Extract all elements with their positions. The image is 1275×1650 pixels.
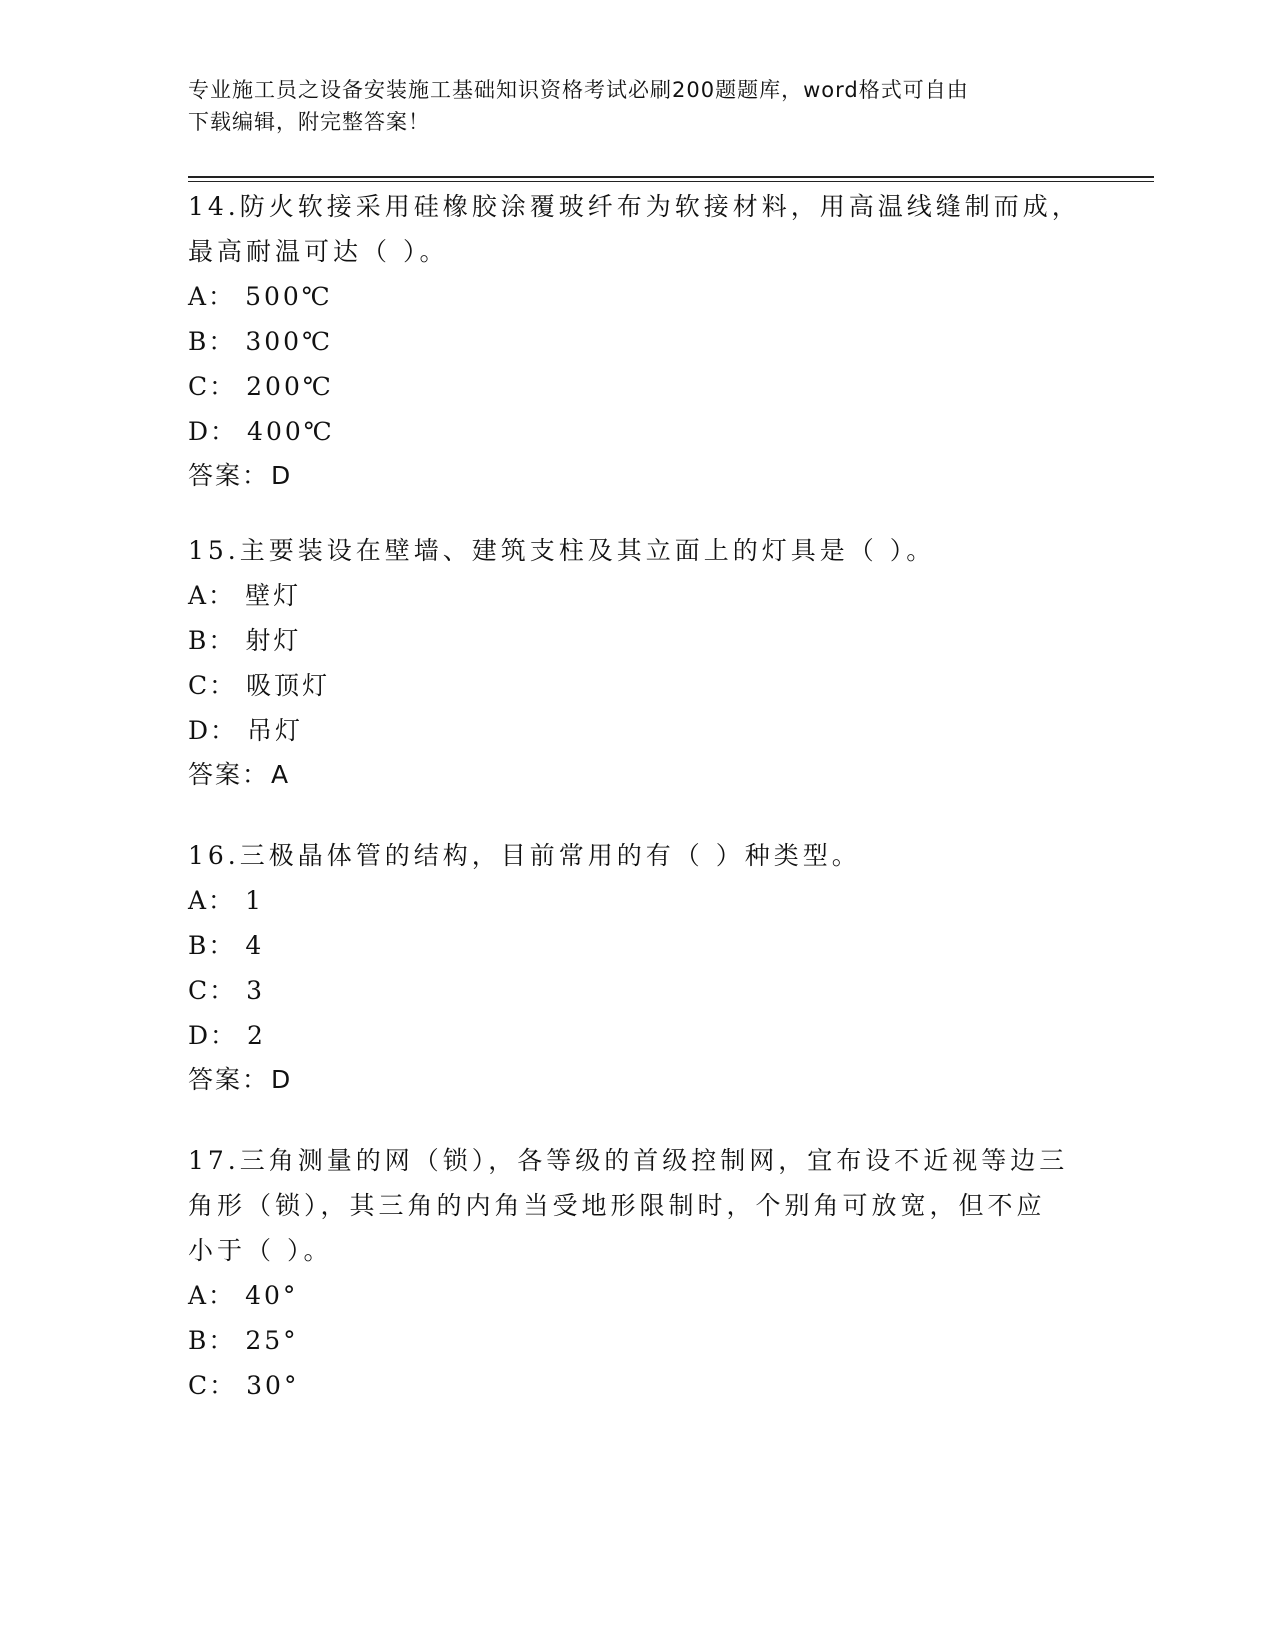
document-header (188, 74, 1068, 138)
option-label: A： (188, 282, 236, 311)
answer-line (188, 454, 1088, 498)
option-label: D： (188, 716, 238, 745)
option-label: C： (188, 1371, 237, 1400)
option-text: 壁灯 (245, 581, 302, 610)
answer-label: 答案： (188, 461, 270, 490)
answer-value: D (271, 461, 291, 490)
option-text: 3 (246, 976, 266, 1005)
question-stem-line: 14.防火软接采用硅橡胶涂覆玻纤布为软接材料，用高温线缝制而成， (188, 192, 1081, 221)
option-label: B： (188, 327, 236, 356)
question-16 (188, 833, 1088, 1102)
option-c (188, 663, 1088, 708)
option-text: 4 (245, 931, 265, 960)
option-d (188, 409, 1088, 454)
option-text: 射灯 (245, 626, 302, 655)
option-b (188, 319, 1088, 364)
option-text: 25° (245, 1326, 299, 1355)
option-label: D： (188, 1021, 238, 1050)
answer-label: 答案： (188, 1065, 270, 1094)
answer-value: D (271, 1065, 291, 1094)
header-line-1: 专业施工员之设备安装施工基础知识资格考试必刷200题题库，word格式可自由 (188, 78, 969, 102)
option-text: 40° (245, 1281, 299, 1310)
option-text: 30° (246, 1371, 300, 1400)
option-label: A： (188, 581, 236, 610)
header-divider-thick (188, 176, 1154, 178)
option-text: 500℃ (245, 282, 333, 311)
option-text: 200℃ (246, 372, 334, 401)
option-b (188, 923, 1088, 968)
question-stem-line: 角形（锁），其三角的内角当受地形限制时，个别角可放宽，但不应 (188, 1191, 1046, 1220)
option-label: C： (188, 372, 237, 401)
option-a (188, 274, 1088, 319)
option-text: 300℃ (245, 327, 334, 356)
option-c (188, 1363, 1088, 1408)
option-a (188, 1273, 1088, 1318)
option-text: 1 (245, 886, 264, 915)
option-text: 2 (247, 1021, 266, 1050)
header-divider-thin (188, 181, 1154, 182)
option-a (188, 878, 1088, 923)
option-text: 吊灯 (247, 716, 304, 745)
option-a (188, 573, 1088, 618)
question-15 (188, 528, 1088, 797)
option-label: B： (188, 626, 236, 655)
option-text: 400℃ (247, 417, 335, 446)
header-line-2: 下载编辑，附完整答案！ (188, 110, 430, 134)
option-c (188, 968, 1088, 1013)
option-b (188, 1318, 1088, 1363)
question-stem-line: 小于（ ）。 (188, 1236, 333, 1265)
option-c (188, 364, 1088, 409)
option-d (188, 708, 1088, 753)
option-label: A： (188, 886, 236, 915)
option-label: A： (188, 1281, 236, 1310)
option-label: B： (188, 1326, 236, 1355)
answer-label: 答案： (188, 760, 270, 789)
option-label: D： (188, 417, 238, 446)
option-d (188, 1013, 1088, 1058)
question-stem-line: 最高耐温可达（ ）。 (188, 237, 449, 266)
option-text: 吸顶灯 (246, 671, 331, 700)
question-14 (188, 184, 1088, 498)
answer-line (188, 753, 1088, 797)
option-label: C： (188, 976, 237, 1005)
answer-line (188, 1058, 1088, 1102)
option-b (188, 618, 1088, 663)
option-label: C： (188, 671, 237, 700)
question-17 (188, 1138, 1088, 1408)
question-stem-line: 16.三极晶体管的结构，目前常用的有（ ）种类型。 (188, 841, 861, 870)
answer-value: A (271, 760, 289, 789)
question-stem-line: 15.主要装设在壁墙、建筑支柱及其立面上的灯具是（ ）。 (188, 536, 936, 565)
option-label: B： (188, 931, 236, 960)
question-stem-line: 17.三角测量的网（锁），各等级的首级控制网，宜布设不近视等边三 (188, 1146, 1069, 1175)
